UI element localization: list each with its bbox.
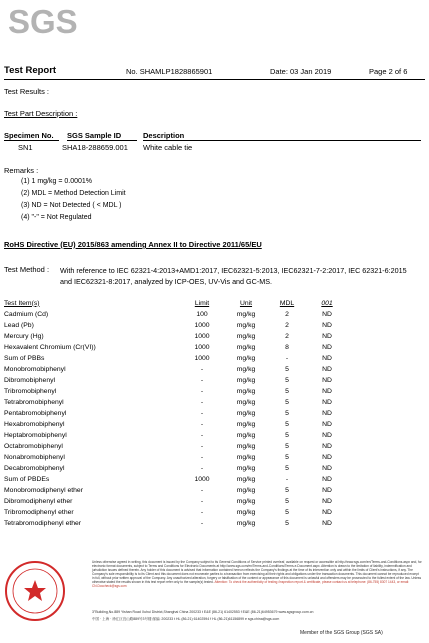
unit-cell: mg/kg [236,366,256,373]
table-row [4,397,347,408]
mdl-cell: 5 [285,443,289,450]
result-cell: ND [322,410,332,417]
test-item-cell: Mercury (Hg) [4,333,44,340]
test-item-cell: Hexavalent Chromium (Cr(VI)) [4,344,96,351]
mdl-cell: 2 [285,333,289,340]
remark-item: (1) 1 mg/kg = 0.0001% [21,178,93,185]
test-item-cell: Hexabromobiphenyl [4,421,65,428]
table-row [4,507,347,518]
mdl-cell: 5 [285,454,289,461]
unit-cell: mg/kg [236,344,256,351]
unit-cell: mg/kg [236,454,256,461]
table-row [4,320,347,331]
limit-cell: 1000 [194,476,210,483]
limit-cell: - [200,454,204,461]
test-part-description-label: Test Part Description : [4,109,78,118]
unit-cell: mg/kg [236,322,256,329]
table-row [4,441,347,452]
result-cell: ND [322,333,332,340]
report-date: Date: 03 Jan 2019 [270,67,332,76]
limit-cell: - [200,377,204,384]
test-method-label: Test Method : [4,265,50,274]
rohs-directive-title: RoHS Directive (EU) 2015/863 amending Annex II to Directive 2011/65/EU [4,240,262,249]
specimen-no-value: SN1 [18,143,33,152]
table-row [4,353,347,364]
mdl-cell: 2 [285,322,289,329]
sample-id-header-underline [67,140,137,141]
test-item-cell: Heptabromobiphenyl [4,432,67,439]
limit-cell: 1000 [194,355,210,362]
mdl-cell: 5 [285,520,289,527]
result-cell: ND [322,476,332,483]
mdl-cell: 5 [285,399,289,406]
unit-cell: mg/kg [236,498,256,505]
test-item-cell: Pentabromobiphenyl [4,410,67,417]
mdl-cell: 5 [285,388,289,395]
table-row [4,474,347,485]
sgs-group-member: Member of the SGS Group (SGS SA) [300,630,383,636]
result-cell: ND [322,509,332,516]
test-item-cell: Decabromobiphenyl [4,465,65,472]
mdl-cell: 5 [285,432,289,439]
result-cell: ND [322,399,332,406]
test-item-cell: Nonabromobiphenyl [4,454,65,461]
result-cell: ND [322,465,332,472]
result-cell: ND [322,355,332,362]
unit-cell: mg/kg [236,520,256,527]
mdl-cell: 5 [285,487,289,494]
limit-cell: - [200,399,204,406]
mdl-cell: 5 [285,366,289,373]
test-item-cell: Cadmium (Cd) [4,311,49,318]
sgs-logo [6,2,78,40]
terms-fine-print [92,560,422,588]
remark-item: (2) MDL = Method Detection Limit [21,190,126,197]
page-number: Page 2 of 6 [369,67,408,76]
result-cell: ND [322,498,332,505]
unit-cell: mg/kg [236,443,256,450]
results-table [4,297,347,529]
table-row [4,463,347,474]
test-item-cell: Dibromodiphenyl ether [4,498,73,505]
limit-cell: - [200,421,204,428]
mdl-cell: - [285,476,289,483]
unit-cell: mg/kg [236,388,256,395]
result-cell: ND [322,366,332,373]
remark-item: (4) "-" = Not Regulated [21,214,92,221]
test-item-cell: Tribromodiphenyl ether [4,509,74,516]
remarks-label: Remarks : [4,166,39,175]
specimen-header-underline [4,140,59,141]
mdl-cell: 2 [285,311,289,318]
table-row [4,430,347,441]
limit-cell: - [200,366,204,373]
limit-cell: 1000 [194,344,210,351]
mdl-cell: 5 [285,421,289,428]
sgs-sample-id-value: SHA18-288659.001 [62,143,128,152]
result-cell: ND [322,311,332,318]
result-cell: ND [322,322,332,329]
limit-cell: - [200,410,204,417]
result-cell: ND [322,520,332,527]
test-item-cell: Lead (Pb) [4,322,34,329]
address-chinese: 中国 · 上海 · 徐汇区宜山路889号3号楼 邮编: 200233 t HL (86-21) 61402594 f HL (86-21)61156899 e sgs.china@sgs.com [92,617,280,621]
unit-cell: mg/kg [236,333,256,340]
result-cell: ND [322,487,332,494]
sgs-sample-id-header: SGS Sample ID [67,131,122,140]
address-english: 3°Building,No.889 Yishan Road Xuhui District,Shanghai China 200233 t E&E (86-21) 61402553 f E&E (86-21)64953679 www.sgsgroup.com.cn [92,610,314,614]
description-header: Description [143,131,185,140]
test-item-cell: Tetrabromobiphenyl [4,399,64,406]
limit-cell: - [200,509,204,516]
unit-cell: mg/kg [236,432,256,439]
test-item-cell: Dibromobiphenyl [4,377,56,384]
report-number: No. SHAMLP1828865901 [126,67,213,76]
test-results-label: Test Results : [4,87,50,96]
inspection-seal-stamp [4,560,66,622]
limit-header: Limit [194,299,210,307]
unit-cell: mg/kg [236,509,256,516]
limit-cell: 100 [196,311,208,318]
table-row [4,331,347,342]
result-cell: ND [322,454,332,461]
unit-cell: mg/kg [236,476,256,483]
limit-cell: - [200,465,204,472]
table-row [4,518,347,529]
mdl-header: MDL [279,299,295,307]
result-cell: ND [322,443,332,450]
table-row [4,419,347,430]
mdl-cell: - [285,355,289,362]
table-row [4,485,347,496]
specimen-no-header: Specimen No. [4,131,54,140]
mdl-cell: 8 [285,344,289,351]
limit-cell: - [200,388,204,395]
unit-cell: mg/kg [236,355,256,362]
limit-cell: - [200,498,204,505]
test-item-cell: Octabromobiphenyl [4,443,63,450]
report-title: Test Report [4,65,57,76]
table-row [4,342,347,353]
limit-cell: 1000 [194,322,210,329]
test-item-cell: Sum of PBBs [4,355,45,362]
result-cell: ND [322,344,332,351]
results-table-header-row [4,297,347,309]
terms-text: Unless otherwise agreed in writing, this document is issued by the Company subject to its General Conditions of Service printed overleaf, available on request or accessible at http://www.sgs.com/en/Terms-and-Conditions.aspx and, for electronic format documents, subject to Terms and Conditions for Electronic Documents at http://www.sgs.com/en/Terms-and-Conditions/Terms-e-Document.aspx. Attention is drawn to the limitation of liability, indemnification and jurisdiction issues defined therein. Any holder of this document is advised that information contained hereon reflects the Company's findings at the time of its intervention only and within the limits of Client's instructions, if any. The Company's sole responsibility is to its Client and this document does not exonerate parties to a transaction from exercising all their rights and obligations under the transaction documents. This document cannot be reproduced except in full, without prior written approval of the Company. Any unauthorized alteration, forgery or falsification of the content or appearance of this document is unlawful and offenders may be prosecuted to the fullest extent of the law. Unless otherwise stated the results shown in this test report refer only to the sample(s) tested. [92,560,422,584]
test-item-cell: Sum of PBDEs [4,476,50,483]
sample-001-header: 001 [321,299,333,307]
table-row [4,386,347,397]
limit-cell: - [200,432,204,439]
mdl-cell: 5 [285,498,289,505]
description-value: White cable tie [143,143,193,152]
limit-cell: - [200,487,204,494]
limit-cell: - [200,443,204,450]
table-row [4,309,347,320]
test-item-cell: Tetrabromodiphenyl ether [4,520,82,527]
test-method-text: With reference to IEC 62321-4:2013+AMD1:2017, IEC62321-5:2013, IEC62321-7-2:2017, IEC 62321-6:2015 and IEC62321-8:2017, analyzed by ICP-OES, UV-Vis and GC-MS. [60,266,407,286]
test-items-header: Test Item(s) [4,299,40,307]
unit-cell: mg/kg [236,410,256,417]
table-row [4,408,347,419]
result-cell: ND [322,421,332,428]
mdl-cell: 5 [285,377,289,384]
authenticity-notice: Attention: To check the authenticity of testing /inspection report & certificate, please contact us at telephone: (86-755) 8307 1443, or email: CN.Doccheck@sgs.com [92,580,410,588]
mdl-cell: 5 [285,465,289,472]
test-item-cell: Monobromodiphenyl ether [4,487,83,494]
limit-cell: 1000 [194,333,210,340]
table-row [4,364,347,375]
remark-item: (3) ND = Not Detected ( < MDL ) [21,202,122,209]
result-cell: ND [322,432,332,439]
unit-cell: mg/kg [236,487,256,494]
mdl-cell: 5 [285,509,289,516]
unit-cell: mg/kg [236,311,256,318]
mdl-cell: 5 [285,410,289,417]
unit-header: Unit [239,299,253,307]
table-row [4,375,347,386]
result-cell: ND [322,388,332,395]
header-divider [4,79,425,80]
limit-cell: - [200,520,204,527]
unit-cell: mg/kg [236,399,256,406]
description-header-underline [143,140,421,141]
svg-text:SGS: SGS [8,3,78,40]
table-row [4,452,347,463]
table-row [4,496,347,507]
test-item-cell: Tribromobiphenyl [4,388,57,395]
unit-cell: mg/kg [236,377,256,384]
result-cell: ND [322,377,332,384]
unit-cell: mg/kg [236,421,256,428]
test-item-cell: Monobromobiphenyl [4,366,66,373]
unit-cell: mg/kg [236,465,256,472]
